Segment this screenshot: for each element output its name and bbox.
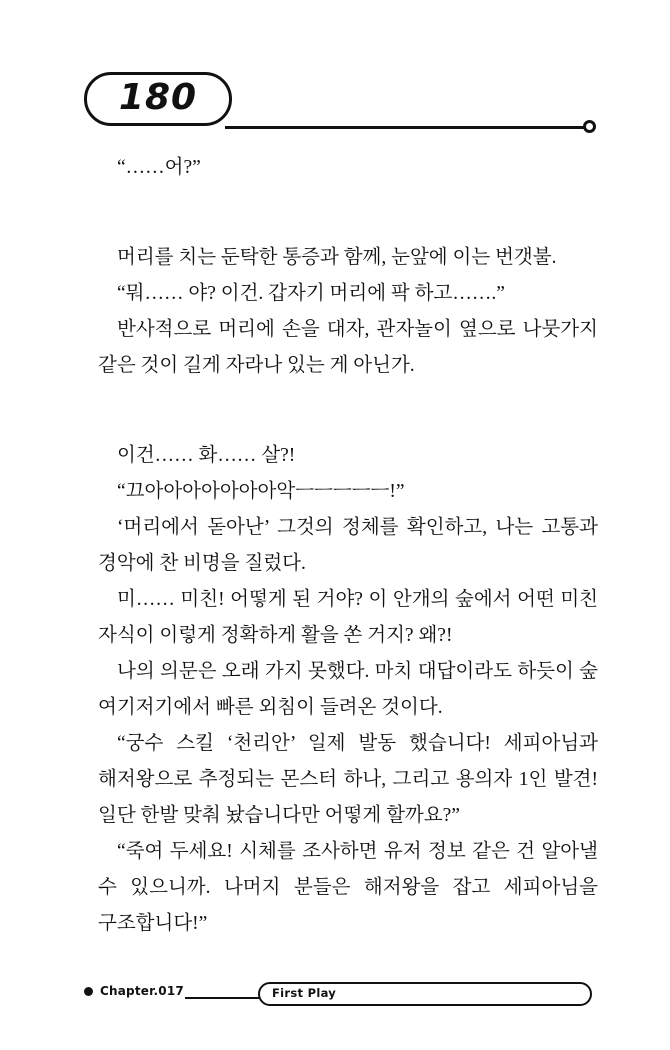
chapter-label: Chapter.017	[100, 984, 184, 998]
header-rule	[225, 126, 591, 129]
paragraph-spacer	[98, 384, 598, 438]
paragraph: 나의 의문은 오래 가지 못했다. 마치 대답이라도 하듯이 숲 여기저기에서 빠른 외침이 들려온 것이다.	[98, 661, 598, 718]
page-body	[98, 150, 598, 942]
paragraph: 반사적으로 머리에 손을 대자, 관자놀이 옆으로 나뭇가지 같은 것이 길게 자라나 있는 게 아닌가.	[98, 319, 598, 376]
bullet-dot-icon	[84, 987, 93, 996]
paragraph: “뭐…… 야? 이건. 갑자기 머리에 팍 하고…….”	[117, 283, 505, 304]
paragraph: “……어?”	[117, 157, 201, 178]
chapter-tag	[84, 980, 184, 1002]
paragraph: ‘머리에서 돋아난’ 그것의 정체를 확인하고, 나는 고통과 경악에 찬 비명을 질렀다.	[98, 517, 598, 574]
footer-rule	[185, 997, 263, 999]
page-header	[0, 72, 670, 142]
page-footer	[0, 980, 670, 1014]
paragraph: 이건…… 화…… 살?!	[117, 445, 296, 466]
page-number: 180	[118, 77, 198, 118]
section-label: First Play	[272, 986, 337, 1000]
paragraph: “죽여 두세요! 시체를 조사하면 유저 정보 같은 건 알아낼 수 있으니까. 나머지 분들은 해저왕을 잡고 세피아님을 구조합니다!”	[98, 841, 598, 934]
header-end-dot-icon	[583, 120, 596, 133]
paragraph: 미…… 미친! 어떻게 된 거야? 이 안개의 숲에서 어떤 미친 자식이 이렇게 정확하게 활을 쏜 거지? 왜?!	[98, 589, 598, 646]
paragraph: “궁수 스킬 ‘천리안’ 일제 발동 했습니다! 세피아님과 해저왕으로 추정되는 몬스터 하나, 그리고 용의자 1인 발견! 일단 한발 맞춰 놨습니다만 어떻게 할까요?”	[98, 733, 598, 826]
paragraph-spacer	[98, 186, 598, 240]
paragraph: “끄아아아아아아아악ㅡㅡㅡㅡㅡ!”	[117, 481, 405, 502]
paragraph: 머리를 치는 둔탁한 통증과 함께, 눈앞에 이는 번갯불.	[117, 247, 557, 268]
